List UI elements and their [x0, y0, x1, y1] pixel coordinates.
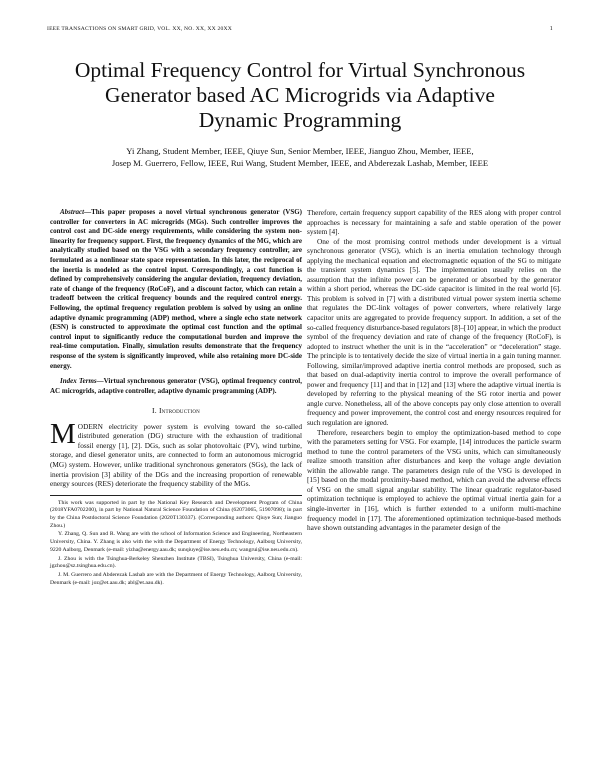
title-line-3: Dynamic Programming [198, 108, 402, 132]
right-paragraph-1: Therefore, certain frequency support capability of the RES along with proper control approaches is necessary for maintaining a safe and stable operation of the power system [4]. [307, 208, 561, 237]
intro-paragraph-1 [50, 417, 302, 489]
page-number: 1 [549, 26, 553, 32]
intro-lead-word: ODERN [77, 421, 103, 431]
right-paragraph-3: Therefore, researchers begin to employ the optimization-based method to cope with the parameters setting for VSG. For example, [14] introduces the particle swarm method to tune the control parameters of the VSG units, which can simultaneously realize smooth transition after disturbances and keep the voltage angle deviation within the allowable range. The parameters design rule of the VSG is developed in [15] based on the modal proximity-based method, which can avoid the adverse effects of VSG on the small signal angular stability. The linear quadratic regulator-based optimization technique is employed to achieve the optimal virtual inertia gain for a single-inverter in [16], which is further extended to a uniform multi-machine frequency model in [17]. The aforementioned optimization technique-based methods have shown outstanding advantages in the parameter design of the [307, 427, 561, 533]
authors-line-1: Yi Zhang, Student Member, IEEE, Qiuye Sun, Senior Member, IEEE, Jianguo Zhou, Member, IEEE, [126, 146, 474, 156]
abstract [50, 208, 302, 371]
title-line-2: Generator based AC Microgrids via Adaptive [105, 83, 495, 107]
section-heading-introduction: I. Introduction [152, 406, 200, 416]
left-column [50, 208, 302, 587]
footnote-affiliation-2: J. Zhou is with the Tsinghua-Berkeley Shenzhen Institute (TBSI), Tsinghua University, China (e-mail: jgzhou@sz.tsinghua.edu.cn). [50, 555, 302, 570]
right-column [307, 208, 561, 533]
abstract-text: —This paper proposes a novel virtual synchronous generator (VSG) controller for converters in AC microgrids (MGs). Such controller improves the control cost and DC-side energy requirements, while considering the system non-linearity for frequency support. First, the frequency dynamics of the MG, which are analytically studied based on the VSG with a secondary frequency controller, are formulated as a nonlinear state space representation. In this later, the reciprocal of the inertia is modeled as the control input. Correspondingly, a cost function is defined by comprehensively considering the angular deviation, frequency deviation, rate of change of the frequency (RoCoF), and a discount factor, which can retain a tradeoff between the critical frequency bounds and the required control energy. Following, the optimal frequency regulation problem is solved by using an online adaptive dynamic programming (ADP) method, where a single echo state network (ESN) is constructed to approximate the optimal cost function and the optimal control input to significantly reduce the computational burden and improve the real-time computation. Finally, simulation results demonstrate that the frequency response of the system is significantly improved, while also retaining more DC-side energy. [50, 208, 302, 370]
authors-line-2: Josep M. Guerrero, Fellow, IEEE, Rui Wang, Student Member, IEEE, and Abderezak Lashab, Member, IEEE [111, 158, 489, 168]
intro-text: electricity power system is evolving toward the so-called distributed generation (DG) structure with the exhaustion of traditional fossil energy [1], [2]. DGs, such as solar photovoltaic (PV), wind turbine, storage, and diesel generator units, are connected to form an autonomous microgrid (MG) system. However, unlike traditional synchronous generators (SGs), the lack of inertia provision [3] ability of the DGs and the increasing proportion of renewable energy sources (RES) deteriorate the frequency stability of the MGs. [50, 421, 302, 489]
running-header [47, 26, 553, 38]
paper-title [40, 58, 560, 133]
footnote-affiliation-1: Y. Zhang, Q. Sun and R. Wang are with the school of Information Science and Engineering, Northeastern University, China. Y. Zhang is also with the with the Department of Energy Technology, Aalborg University, 9220 Aalborg, Denmark (e-mail: yizha@energy.aau.dk; sunqiuye@ise.neu.edu.cn; wangrui@ise.neu.edu.cn). [50, 531, 302, 553]
footnote-funding: This work was supported in part by the National Key Research and Development Program of China (2018YFA0702200), in part by National Natural Science Foundation of China (62073065, 51907098); in part by the China Postdoctoral Science Foundation (2020T130337). (Corresponding authors: Qiuye Sun; Jianguo Zhou.) [50, 499, 302, 529]
index-terms-label: Index Terms [60, 377, 97, 386]
author-list [40, 145, 560, 169]
abstract-label: Abstract [60, 208, 85, 216]
footnote-affiliation-3: J. M. Guerrero and Abderezak Lashab are with the Department of Energy Technology, Aalborg University, Denmark (e-mail: joz@et.aau.dk; abl@et.aau.dk). [50, 571, 302, 586]
drop-cap: M [50, 417, 76, 450]
title-line-1: Optimal Frequency Control for Virtual Synchronous [74, 58, 526, 82]
running-title: IEEE TRANSACTIONS ON SMART GRID, VOL. XX, NO. XX, XX 20XX [47, 26, 232, 32]
index-terms [50, 377, 302, 396]
footnote-divider [50, 495, 302, 496]
right-paragraph-2: One of the most promising control methods under development is a virtual synchronous generator (VSG), which is an inertia emulation technology through applying the mechanical equation and electromagnetic equation of the SG to mitigate the transient system dynamics [5]. The implementation usually relies on the assumption that the infinite power can be generated or absorbed by the generator within a short period, whereas the DC-side capacitor is limited in the real world [6]. This problem is solved in [7] with a distributed virtual power system inertia scheme that regulates the DC-link voltages of power converters, where relatively large capacitor units are aggregated to provide frequency support. In addition, a set of the so-called frequency disturbance-based regulators [8]–[10] appear, in which the product symbol of the frequency deviation and rate of change of the frequency (RoCoF), is adopted to instruct whether the unit is in the “acceleration” or “deceleration” stage. The principle is to tentatively decide the size of virtual inertia in a gain tuning manner. Following, similar/improved adaptive inertia control methods are proposed, such as that based on dual-adaptivity inertia control to improve the overall performance of power and frequency [11] and that in [12] and [13] where the adaptive virtual inertia is developed by referring to the physical meaning of the SG rotor inertia and power angle curve. Nonetheless, all of the above concepts pay only close attention to overall frequency and power improvement, the control cost and energy resources required for such regulation are ignored. [307, 236, 561, 428]
index-terms-text: —Virtual synchronous generator (VSG), optimal frequency control, AC microgrids, adaptive controller, adaptive dynamic programming (ADP). [50, 377, 303, 395]
